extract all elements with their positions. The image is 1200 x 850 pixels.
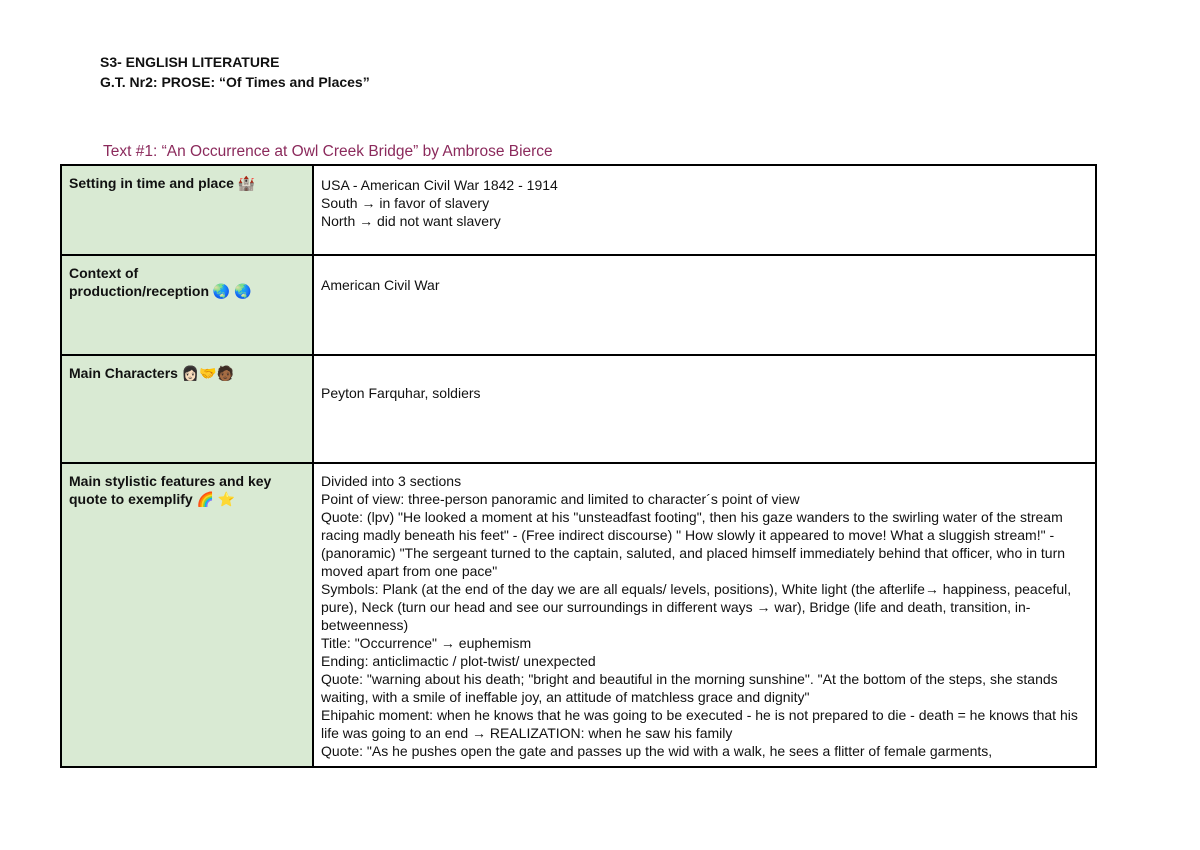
table-row-context bbox=[61, 255, 1096, 355]
context-label-line: Context of bbox=[69, 265, 139, 281]
stylistic-line: Quote: "As he pushes open the gate and passes up the wid with a walk, he sees a flitter of female garments, bbox=[321, 743, 993, 759]
stylistic-value bbox=[313, 463, 1096, 767]
setting-line: South → in favor of slavery bbox=[321, 195, 490, 211]
characters-label bbox=[61, 355, 313, 463]
stylistic-line: Symbols: Plank (at the end of the day we are all equals/ levels, positions), White light (the afterlife→ happiness, peaceful, pure), Neck (turn our head and see our surroundings in different ways → war), Bridge (life and death, transition, in-betweenness) bbox=[321, 581, 1072, 633]
context-value bbox=[313, 255, 1096, 355]
text-title: Text #1: “An Occurrence at Owl Creek Bridge” by Ambrose Bierce bbox=[103, 143, 553, 160]
setting-label-text: Setting in time and place 🏰 bbox=[69, 175, 256, 191]
setting-line: North → did not want slavery bbox=[321, 213, 501, 229]
stylistic-line: Title: "Occurrence" → euphemism bbox=[321, 635, 532, 651]
stylistic-line: Quote: (lpv) "He looked a moment at his "unsteadfast footing", then his gaze wanders to the swirling water of the stream racing madly beneath his feet" - (Free indirect discourse) " How slowly it appeared to move! What a sluggish stream!" - (panoramic) "The sergeant turned to the captain, saluted, and placed himself immediately behind that officer, who in turn moved apart from one pace" bbox=[321, 509, 1066, 579]
stylistic-line: Ehipahic moment: when he knows that he was going to be executed - he is not prepared to die - death = he knows that his life was going to an end → REALIZATION: when he saw his family bbox=[321, 707, 1078, 741]
table-row-stylistic bbox=[61, 463, 1096, 767]
setting-label bbox=[61, 165, 313, 255]
characters-line: Peyton Farquhar, soldiers bbox=[321, 385, 481, 401]
course-title: S3- ENGLISH LITERATURE bbox=[100, 54, 280, 70]
stylistic-label-text: Main stylistic features and key quote to exemplify 🌈 ⭐ bbox=[69, 473, 272, 507]
context-label bbox=[61, 255, 313, 355]
table-row-characters bbox=[61, 355, 1096, 463]
table-row-setting bbox=[61, 165, 1096, 255]
characters-value bbox=[313, 355, 1096, 463]
stylistic-label bbox=[61, 463, 313, 767]
setting-value bbox=[313, 165, 1096, 255]
stylistic-line: Quote: "warning about his death; "bright and beautiful in the morning sunshine". "At the bottom of the steps, she stands waiting, with a smile of ineffable joy, an attitude of matchless grace and dignity" bbox=[321, 671, 1058, 705]
stylistic-line: Divided into 3 sections bbox=[321, 473, 462, 489]
document-header bbox=[100, 52, 370, 92]
setting-line: USA - American Civil War 1842 - 1914 bbox=[321, 177, 558, 193]
context-label-line: production/reception 🌏 🌏 bbox=[69, 283, 252, 299]
characters-label-text: Main Characters 👩🏻🤝🧑🏾 bbox=[69, 365, 235, 381]
stylistic-line: Point of view: three-person panoramic and limited to character´s point of view bbox=[321, 491, 800, 507]
analysis-table bbox=[60, 164, 1097, 768]
topic-title: G.T. Nr2: PROSE: “Of Times and Places” bbox=[100, 74, 370, 90]
context-line: American Civil War bbox=[321, 277, 440, 293]
stylistic-line: Ending: anticlimactic / plot-twist/ unexpected bbox=[321, 653, 596, 669]
